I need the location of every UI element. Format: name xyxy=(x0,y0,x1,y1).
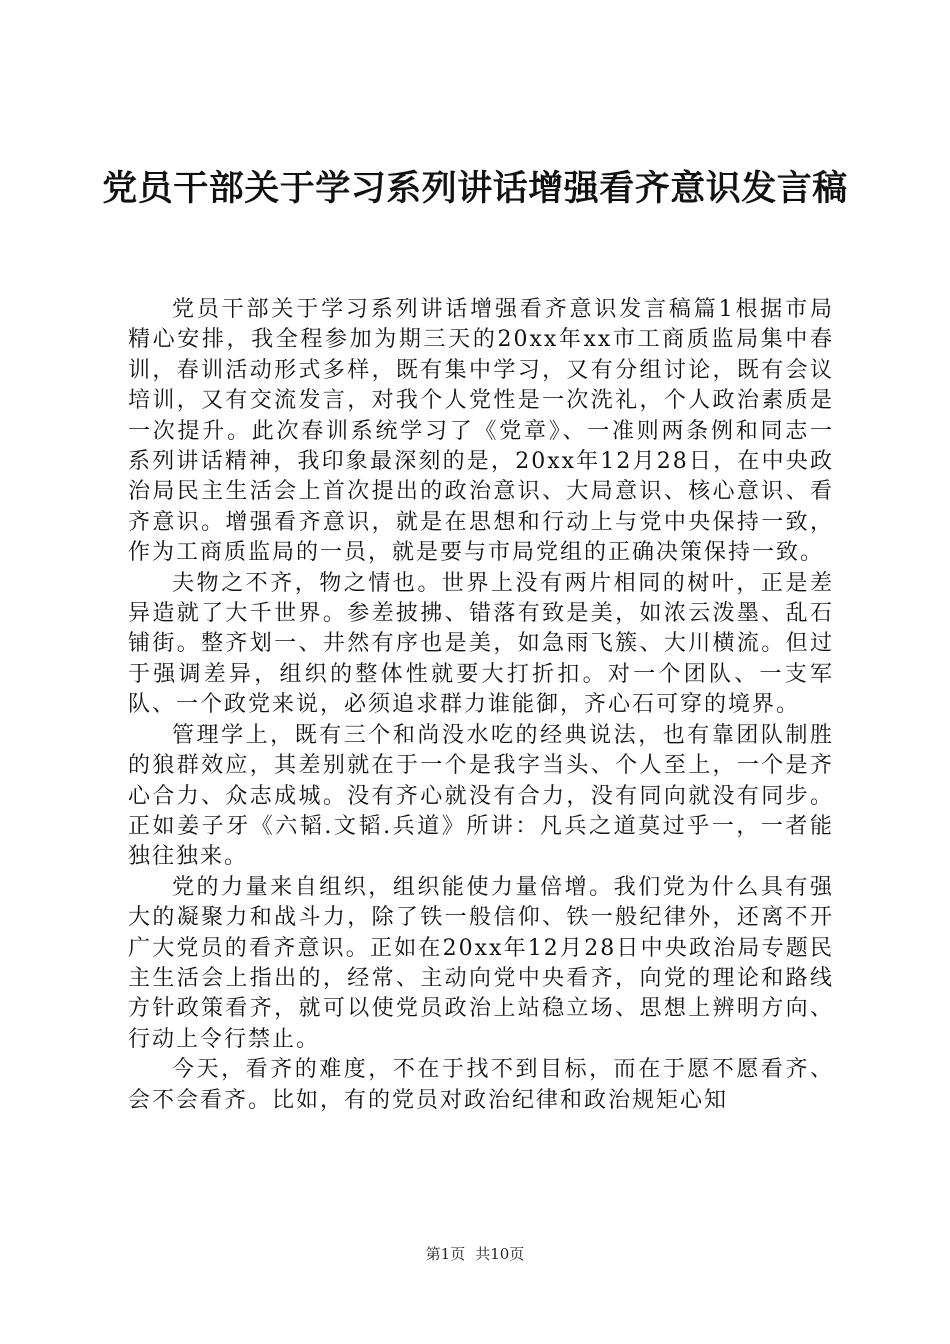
document-title: 党员干部关于学习系列讲话增强看齐意识发言稿 xyxy=(102,169,848,209)
paragraph-4: 党的力量来自组织，组织能使力量倍增。我们党为什么具有强大的凝聚力和战斗力，除了铁一般信仰、铁一般纪律外，还离不开广大党员的看齐意识。正如在20xx年12月28日中央政治局专题民主生活会上指出的，经常、主动向党中央看齐，向党的理论和路线方针政策看齐，就可以使党员政治上站稳立场、思想上辨明方向、行动上令行禁止。 xyxy=(128,874,834,1052)
page-total: 共10页 xyxy=(475,1245,525,1263)
paragraph-1: 党员干部关于学习系列讲话增强看齐意识发言稿篇1根据市局精心安排，我全程参加为期三天的20xx年xx市工商质监局集中春训，春训活动形式多样，既有集中学习，又有分组讨论，既有会议培训，又有交流发言，对我个人党性是一次洗礼，个人政治素质是一次提升。此次春训系统学习了《党章》、一准则两条例和同志一系列讲话精神，我印象最深刻的是，20xx年12月28日，在中央政治局民主生活会上首次提出的政治意识、大局意识、核心意识、看齐意识。增强看齐意识，就是在思想和行动上与党中央保持一致，作为工商质监局的一员，就是要与市局党组的正确决策保持一致。 xyxy=(128,297,834,566)
page-footer xyxy=(0,1244,950,1264)
paragraph-2: 夫物之不齐，物之情也。世界上没有两片相同的树叶，正是差异造就了大千世界。参差披拂、错落有致是美，如浓云泼墨、乱石铺街。整齐划一、井然有序也是美，如急雨飞簇、大川横流。但过于强调差异，组织的整体性就要大打折扣。对一个团队、一支军队、一个政党来说，必须追求群力谁能御，齐心石可穿的境界。 xyxy=(128,570,834,718)
paragraph-3: 管理学上，既有三个和尚没水吃的经典说法，也有靠团队制胜的狼群效应，其差别就在于一个是我字当头、个人至上，一个是齐心合力、众志成城。没有齐心就没有合力，没有同向就没有同步。正如姜子牙《六韬.文韬.兵道》所讲：凡兵之道莫过乎一，一者能独往独来。 xyxy=(128,722,834,870)
page-number: 第1页 xyxy=(425,1245,466,1263)
paragraph-5: 今天，看齐的难度，不在于找不到目标，而在于愿不愿看齐、会不会看齐。比如，有的党员对政治纪律和政治规矩心知 xyxy=(128,1057,834,1113)
document-body xyxy=(128,295,834,1116)
